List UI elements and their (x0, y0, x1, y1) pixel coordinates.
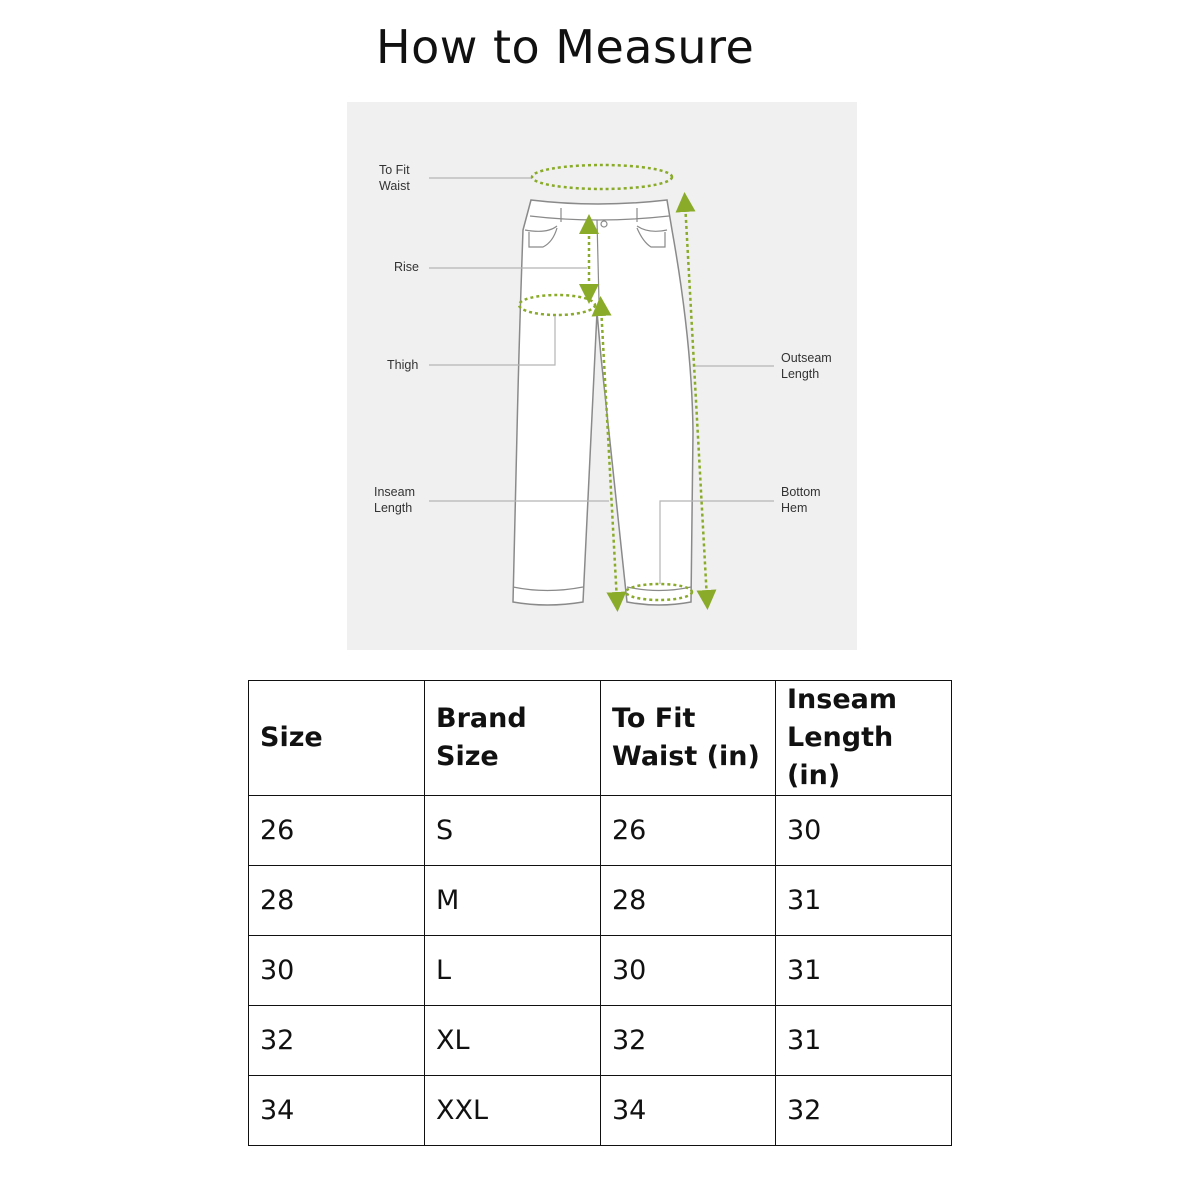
table-row (249, 866, 952, 936)
page-title: How to Measure (376, 20, 755, 74)
cell-brand-size: M (425, 866, 601, 936)
cell-waist: 34 (601, 1076, 776, 1146)
cell-inseam: 31 (776, 1006, 952, 1076)
size-chart-table (248, 680, 952, 1146)
outseam-label: Outseam Length (781, 351, 832, 381)
table-row (249, 1076, 952, 1146)
table-header-row (249, 681, 952, 796)
waist-label: To Fit Waist (379, 163, 410, 193)
cell-size: 28 (249, 866, 425, 936)
cell-waist: 32 (601, 1006, 776, 1076)
cell-brand-size: XXL (425, 1076, 601, 1146)
cell-inseam: 31 (776, 936, 952, 1006)
cell-size: 34 (249, 1076, 425, 1146)
cell-brand-size: L (425, 936, 601, 1006)
header-brand-size: Brand Size (425, 681, 601, 796)
table-row (249, 796, 952, 866)
cell-brand-size: S (425, 796, 601, 866)
thigh-label: Thigh (387, 358, 419, 372)
cell-waist: 26 (601, 796, 776, 866)
table-row (249, 936, 952, 1006)
cell-waist: 30 (601, 936, 776, 1006)
hem-label: Bottom Hem (781, 485, 821, 515)
cell-inseam: 31 (776, 866, 952, 936)
header-inseam: Inseam Length (in) (776, 681, 952, 796)
pants-outline (513, 200, 693, 605)
cell-brand-size: XL (425, 1006, 601, 1076)
cell-inseam: 32 (776, 1076, 952, 1146)
waist-measure-ellipse (532, 165, 672, 189)
rise-label: Rise (394, 260, 420, 274)
cell-size: 26 (249, 796, 425, 866)
cell-inseam: 30 (776, 796, 952, 866)
cell-size: 32 (249, 1006, 425, 1076)
cell-waist: 28 (601, 866, 776, 936)
header-size: Size (249, 681, 425, 796)
table-row (249, 1006, 952, 1076)
measurement-diagram (347, 102, 857, 650)
header-waist: To Fit Waist (in) (601, 681, 776, 796)
inseam-label: Inseam Length (374, 485, 415, 515)
cell-size: 30 (249, 936, 425, 1006)
